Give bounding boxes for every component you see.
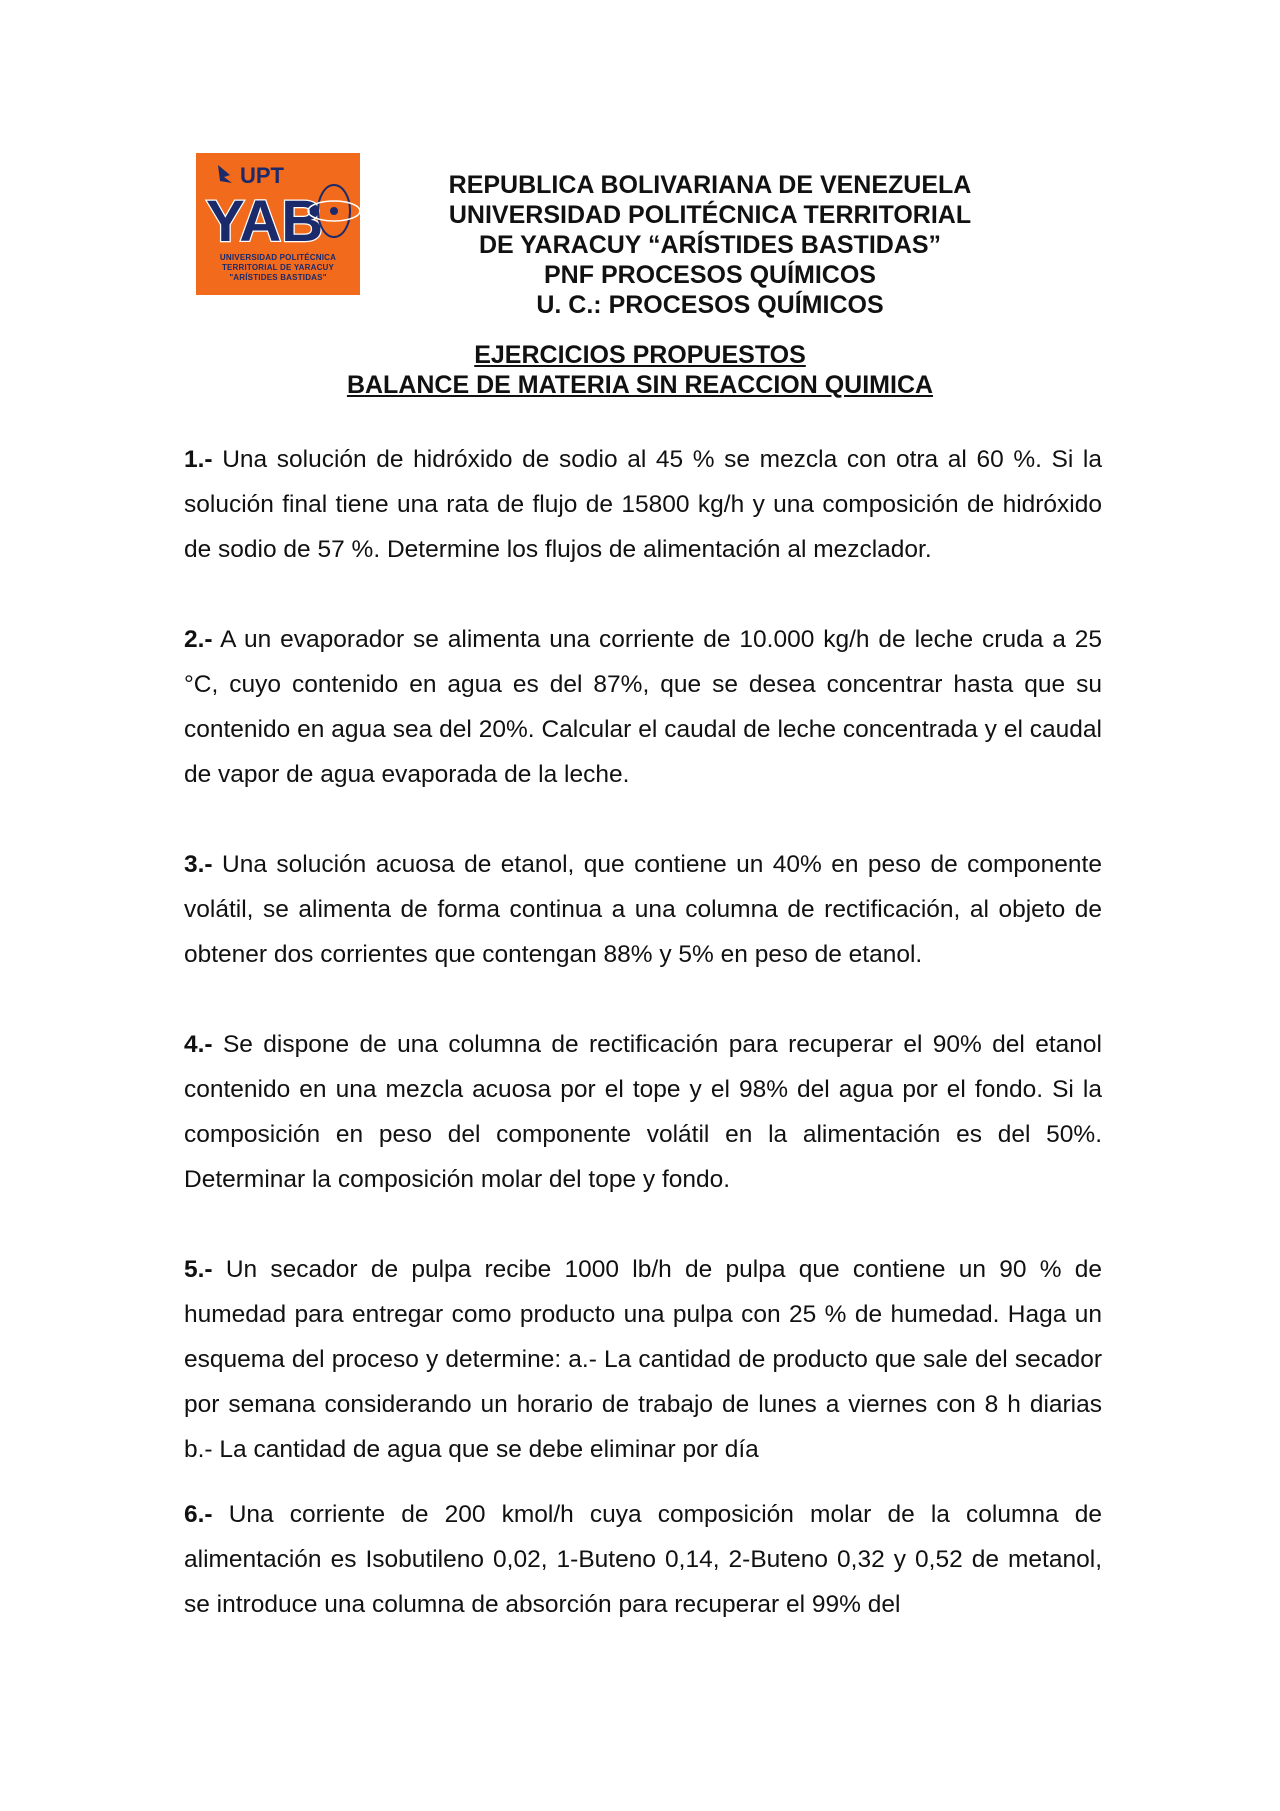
title-line-topic: BALANCE DE MATERIA SIN REACCION QUIMICA — [346, 371, 934, 399]
exercise-number: 5.- — [184, 1256, 213, 1283]
university-logo — [196, 153, 360, 295]
document-title — [290, 340, 990, 400]
exercise-text: Se dispone de una columna de rectificación para recuperar el 90% del etanol contenido en una mezcla acuosa por el tope y el 98% del agua por el fondo. Si la composición en peso del componente volátil en la alimentación es del 50%. Determinar la composición molar del tope y fondo. — [184, 1031, 1102, 1193]
logo-caption-line: TERRITORIAL DE YARACUY — [221, 263, 335, 272]
svg-text:YAB: YAB — [206, 189, 324, 254]
exercise-number: 4.- — [184, 1031, 213, 1058]
exercise-text: Una solución de hidróxido de sodio al 45 % se mezcla con otra al 60 %. Si la solución final tiene una rata de flujo de 15800 kg/h y una composición de hidróxido de sodio de 57 %. Determine los flujos de alimentación al mezclador. — [184, 446, 1102, 563]
header-line-university: UNIVERSIDAD POLITÉCNICA TERRITORIAL — [448, 201, 972, 229]
exercise-item — [184, 842, 1102, 977]
exercise-text: A un evaporador se alimenta una corriente de 10.000 kg/h de leche cruda a 25 °C, cuyo contenido en agua es del 87%, que se desea concentrar hasta que su contenido en agua sea del 20%. Calcular el caudal de leche concentrada y el caudal de vapor de agua evaporada de la leche. — [184, 626, 1102, 788]
header-line-program: PNF PROCESOS QUÍMICOS — [544, 261, 876, 289]
exercise-number: 2.- — [184, 626, 213, 653]
exercise-text: Una solución acuosa de etanol, que contiene un 40% en peso de componente volátil, se alimenta de forma continua a una columna de rectificación, al objeto de obtener dos corrientes que contengan 88% y 5% en peso de etanol. — [184, 851, 1102, 968]
exercise-number: 6.- — [184, 1501, 213, 1528]
logo-caption-line: "ARÍSTIDES BASTIDAS" — [229, 273, 327, 282]
header-line-university-name: DE YARACUY “ARÍSTIDES BASTIDAS” — [478, 231, 942, 259]
exercise-text: Una corriente de 200 kmol/h cuya composición molar de la columna de alimentación es Isobutileno 0,02, 1-Buteno 0,14, 2-Buteno 0,32 y 0,52 de metanol, se introduce una columna de absorción para recuperar el 99% del — [184, 1501, 1102, 1618]
logo-caption — [196, 253, 360, 283]
exercise-item — [184, 617, 1102, 797]
exercise-item — [184, 1492, 1102, 1627]
exercise-number: 3.- — [184, 851, 213, 878]
header-line-course: U. C.: PROCESOS QUÍMICOS — [536, 291, 884, 319]
exercise-text: Un secador de pulpa recibe 1000 lb/h de pulpa que contiene un 90 % de humedad para entregar como producto una pulpa con 25 % de humedad. Haga un esquema del proceso y determine: a.- La cantidad de producto que sale del secador por semana considerando un horario de trabajo de lunes a viernes con 8 h diarias b.- La cantidad de agua que se debe eliminar por día — [184, 1256, 1102, 1463]
header-line-country: REPUBLICA BOLIVARIANA DE VENEZUELA — [448, 171, 972, 199]
logo-caption-line: UNIVERSIDAD POLITÉCNICA — [219, 253, 337, 262]
exercise-number: 1.- — [184, 446, 213, 473]
exercise-item — [184, 1247, 1102, 1472]
exercise-item — [184, 437, 1102, 572]
exercise-item — [184, 1022, 1102, 1202]
title-line-exercises: EJERCICIOS PROPUESTOS — [474, 341, 806, 369]
exercise-list — [184, 437, 1102, 1627]
svg-text:UPT: UPT — [240, 163, 284, 188]
institution-header — [430, 170, 990, 320]
